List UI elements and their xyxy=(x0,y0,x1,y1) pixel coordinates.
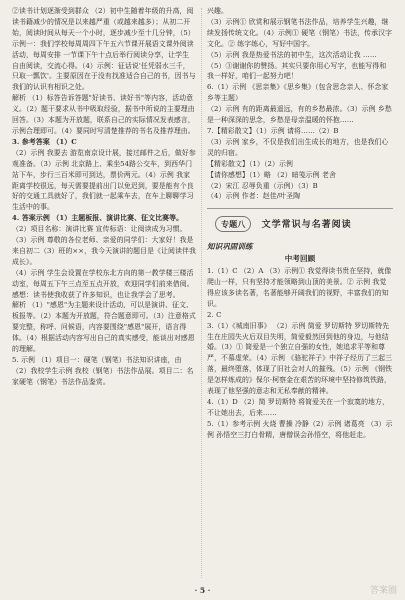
right-answer-5: 5.（1）参考示例 火烧 曹操 冷静（2）示例 诸葛亮 （3）示例 孙悟空三打白骨精，唐僧误会孙悟空，将他赶走。 xyxy=(207,419,393,439)
right-column xyxy=(207,6,393,441)
page-number: · 5 · xyxy=(194,586,211,595)
right-para-4: （5）③谢谢你的赞扬。其实只要你用心写字，也能写得和我一样好，咱们一起努力吧！ xyxy=(207,61,387,81)
topic-label: 专题八 xyxy=(215,216,251,232)
left-para-9: 解析 （1）"感恩"为主题来设计活动，可以是演讲、征文、板报等。（2）本题为开放题，符合题意即可。（3）注意格式要完整，称呼、问候语，内容要围绕"感恩"展开，语言得体。（4）根据活动内容写出自己的真实感受，能谈出对感恩的理解。 xyxy=(12,301,196,354)
right-para-7: 7.【精彩散文】（1）示例 请将……（2）B xyxy=(207,126,339,135)
right-para-2: （3）示例① 欣赏和展示钢笔书法作品，培养学生兴趣，继续发扬传统文化。（4）示例① 硬笔（钢笔）书法，传承汉字文化。② 练字练心，写好中国字。 xyxy=(207,17,393,48)
left-para-5: 4. 答案示例 （1）主题板报、演讲比赛、征文比赛等。 xyxy=(12,214,184,223)
right-para-11: （2）宋江 忍辱负重（示例）（3）B xyxy=(207,181,318,190)
column-divider xyxy=(201,8,202,578)
right-para-9: 【精彩散文】（1）（2）示例 xyxy=(207,159,293,168)
watermark-logo: 答案圈 xyxy=(369,586,397,596)
right-answer-1: 1.（1）C （2）A （3）示例① 我觉得读书贵在坚持，就像爬山一样，只有坚持才能领略到山顶的美景。② 示例 我觉得应该多读名著，名著能够开阔我们的视野，丰富我们的知识。 xyxy=(207,267,392,308)
left-para-8: 感想：读书使我收获了许多知识，也让我学会了思考。 xyxy=(12,290,180,299)
right-para-10: 【请你感想】（1）略 （2）暗笺示例 老舍 xyxy=(207,170,336,179)
right-para-1: 兴趣。 xyxy=(207,7,228,15)
left-para-3: 3. 参考答案 （1）C xyxy=(12,137,77,146)
right-para-12: （4）示例 作者：赵佳/叶圣陶 xyxy=(207,192,301,201)
left-para-1: ②读书计划逐渐受到群众 （2）初中生随着年级的升高，阅读书籍减少的情况是以来越严重（或越来越多）；从初二开始，阅读时间从每天一个小时，逐步减少至十几分钟，（5）示例一：我们学校每周周四下午五六节课开展语文课外阅读活动，每周安排 一节课下午十点后举行阅读分享，让学生自由阅读，交流心得。（4）示例：征话说'任凭弱水三千，只取一瓢饮'。主要原因在于没有找准适合自己的书，因书与我们的认识有相识之处。 xyxy=(12,7,196,92)
left-para-4: （2）示例 我要去 游览南京设计展，接过邮件之后，做好参观准备。（3）示例 北京路上、乘坐54路公交车，到西华门站下车，步行三百米即可到达，票价两元。（4）示例 我家距离学校很远，每天需要提前出门以免迟到，要是能有个良好的交通工具就好了，我们就一起乘车去，在车上聊聊学习生活中的事。 xyxy=(12,148,196,212)
topic-rule xyxy=(207,208,393,209)
left-para-2: 解析 （1）标答告诉答题"好读书、读好书"等内容，活动意义。（2）题干要求从书中吸取经验，据书中所说的主要理由回答。（3）本题为开放题，联系自己的实际情况发表感言，示例合理即可。（4）要同时写清楚推荐的书名及推荐理由。 xyxy=(12,94,195,135)
left-para-6: （2）项目名称：演讲比赛 宣传标语：让阅读成为习惯。（3）示例 尊敬的各位老师、亲爱的同学们：大家好！我是来自初二（3）班的××，我今天演讲的题目是《让阅读伴我成长》。 xyxy=(12,225,197,266)
right-para-8: （3）示例 家乡，不仅是我们出生成长的地方，也是我们心灵的归宿。 xyxy=(207,137,389,157)
right-para-6: （2）示例 有的距离最遥远，有的乡愁最浓。（3）示例 乡愁是一种深深的思念，乡愁是母亲温暖的怀抱…… xyxy=(207,105,392,125)
left-para-7: （4）示例 学生会设置在学校东北方向的第一教学楼三楼活动室，每周五下午三点至五点开放，欢迎同学们前来借阅。 xyxy=(12,268,194,288)
left-para-10: 5. 示例 （1）项目一：硬笔（钢笔）书法知识讲座，由（2）我校学生示例 我校（钢笔）书法作品展。项目二：名家硬笔（钢笔）书法作品鉴赏。 xyxy=(12,356,194,386)
right-para-3: （5）示例 我是热爱书法的初中生，这次活动让我 …… xyxy=(207,50,377,59)
left-column xyxy=(12,6,196,388)
right-answer-4: 4.（1）D （2）简 罗切斯特 将简爱关在一个寂寞的地方，不让她出去，后来…… xyxy=(207,398,390,417)
right-answer-2: 2. C xyxy=(207,310,222,319)
subsection-title: 中考回顾 xyxy=(284,254,316,264)
topic-title: 文学常识与名著阅读 xyxy=(261,220,352,231)
right-para-5: 6.（1）示例 《思亲集》《思乡集》（包含思念亲人、怀念家乡等主题） xyxy=(207,83,389,103)
right-answer-3: 3.（1）《城南旧事》 （2）示例 简爱 罗切斯特 罗切斯特先生在庄园失火后双目失明，简爱毅然回到他的身边，与他结婚。（3）① 简爱是一个独立自强的女性，她追求平等和尊严，不慕虚荣。（4）示例 《骆驼祥子》中祥子经历了三起三落，最终堕落，体现了旧社会对人的摧残。（5）示例 《钢铁是怎样炼成的》保尔·柯察金在艰苦的环境中坚持修筑铁路，表现了他坚强的意志和无私奉献的精神。 xyxy=(207,321,393,396)
topic-header xyxy=(207,208,393,236)
section-label: 知识巩固训练 xyxy=(207,242,253,252)
